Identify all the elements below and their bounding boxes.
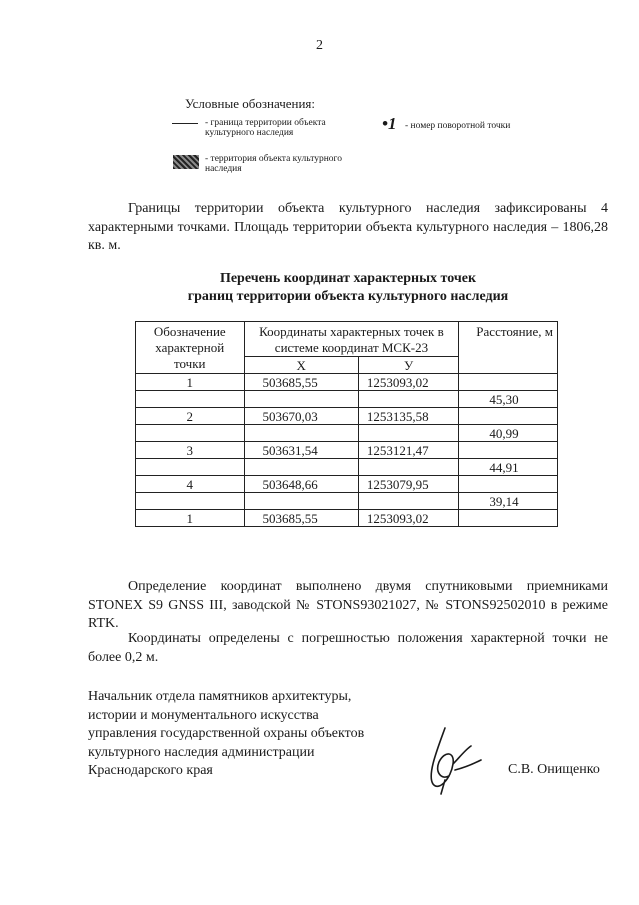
- table-row: [136, 476, 558, 493]
- boundary-legend-label: - граница территории объекта культурного наследия: [205, 118, 326, 138]
- table-title: [88, 270, 608, 306]
- point-cell: [136, 493, 245, 510]
- point-cell: [136, 391, 245, 408]
- header-x: Х: [244, 357, 358, 374]
- table-title-line-1: Перечень координат характерных точек: [219, 271, 477, 286]
- table-row: [136, 374, 558, 391]
- territory-legend-label: - территория объекта культурного наследия: [205, 154, 342, 174]
- header-coordinates: Координаты характерных точек в системе координат МСК-23: [244, 322, 459, 357]
- point-cell: 1: [136, 374, 245, 391]
- point-cell: 4: [136, 476, 245, 493]
- y-cell: [358, 493, 459, 510]
- x-cell: 503648,66: [244, 476, 358, 493]
- signer-name: С.В. Онищенко: [508, 762, 600, 777]
- x-cell: 503670,03: [244, 408, 358, 425]
- table-row: [136, 493, 558, 510]
- accuracy-paragraph: Координаты определены с погрешностью положения характерной точки не более 0,2 м.: [88, 631, 608, 665]
- header-distance: Расстояние, м: [459, 322, 558, 374]
- y-cell: 1253093,02: [358, 374, 459, 391]
- distance-cell: 39,14: [459, 493, 558, 510]
- territory-hatch-symbol: [173, 155, 199, 169]
- table-row: [136, 391, 558, 408]
- y-cell: [358, 391, 459, 408]
- table-row: [136, 408, 558, 425]
- y-cell: 1253121,47: [358, 442, 459, 459]
- distance-cell: [459, 374, 558, 391]
- table-row: [136, 459, 558, 476]
- boundary-line-symbol: [172, 123, 198, 124]
- point-legend-label: - номер поворотной точки: [405, 121, 511, 131]
- distance-cell: 44,91: [459, 459, 558, 476]
- page-number: 2: [316, 38, 323, 53]
- x-cell: [244, 459, 358, 476]
- header-designation: Обозначение характерной точки: [136, 322, 245, 374]
- coordinates-table: [135, 321, 558, 527]
- position-line: управления государственной охраны объектов: [88, 726, 365, 741]
- y-cell: 1253079,95: [358, 476, 459, 493]
- point-cell: [136, 425, 245, 442]
- header-y: У: [358, 357, 459, 374]
- method-paragraph: Определение координат выполнено двумя спутниковыми приемниками STONEX S9 GNSS III, заводской № STONS93021027, № STONS92502010 в режиме RTK.: [88, 579, 608, 631]
- distance-cell: [459, 408, 558, 425]
- position-line: культурного наследия администрации: [88, 744, 315, 760]
- position-line: Краснодарского края: [88, 763, 213, 778]
- x-cell: [244, 493, 358, 510]
- y-cell: [358, 459, 459, 476]
- y-cell: 1253135,58: [358, 408, 459, 425]
- y-cell: [358, 425, 459, 442]
- x-cell: [244, 391, 358, 408]
- x-cell: [244, 425, 358, 442]
- distance-cell: [459, 442, 558, 459]
- x-cell: 503685,55: [244, 374, 358, 391]
- x-cell: 503685,55: [244, 510, 358, 527]
- point-cell: 3: [136, 442, 245, 459]
- legend-title: Условные обозначения:: [185, 96, 316, 111]
- point-symbol: •1: [382, 114, 397, 133]
- distance-cell: 45,30: [459, 391, 558, 408]
- distance-cell: 40,99: [459, 425, 558, 442]
- position-line: Начальник отдела памятников архитектуры,: [88, 689, 352, 704]
- table-row: [136, 510, 558, 527]
- distance-cell: [459, 476, 558, 493]
- distance-cell: [459, 510, 558, 527]
- table-row: [136, 425, 558, 442]
- y-cell: 1253093,02: [358, 510, 459, 527]
- point-cell: 1: [136, 510, 245, 527]
- x-cell: 503631,54: [244, 442, 358, 459]
- point-cell: 2: [136, 408, 245, 425]
- signatory-position: [88, 688, 408, 781]
- position-line: истории и монументального искусства: [88, 707, 319, 723]
- handwritten-signature: [415, 720, 485, 800]
- intro-paragraph: Границы территории объекта культурного наследия зафиксированы 4 характерными точками. Площадь территории объекта культурного наследия – 1806,28 кв. м.: [88, 201, 608, 253]
- point-cell: [136, 459, 245, 476]
- table-title-line-2: границ территории объекта культурного наследия: [187, 289, 509, 304]
- table-row: [136, 442, 558, 459]
